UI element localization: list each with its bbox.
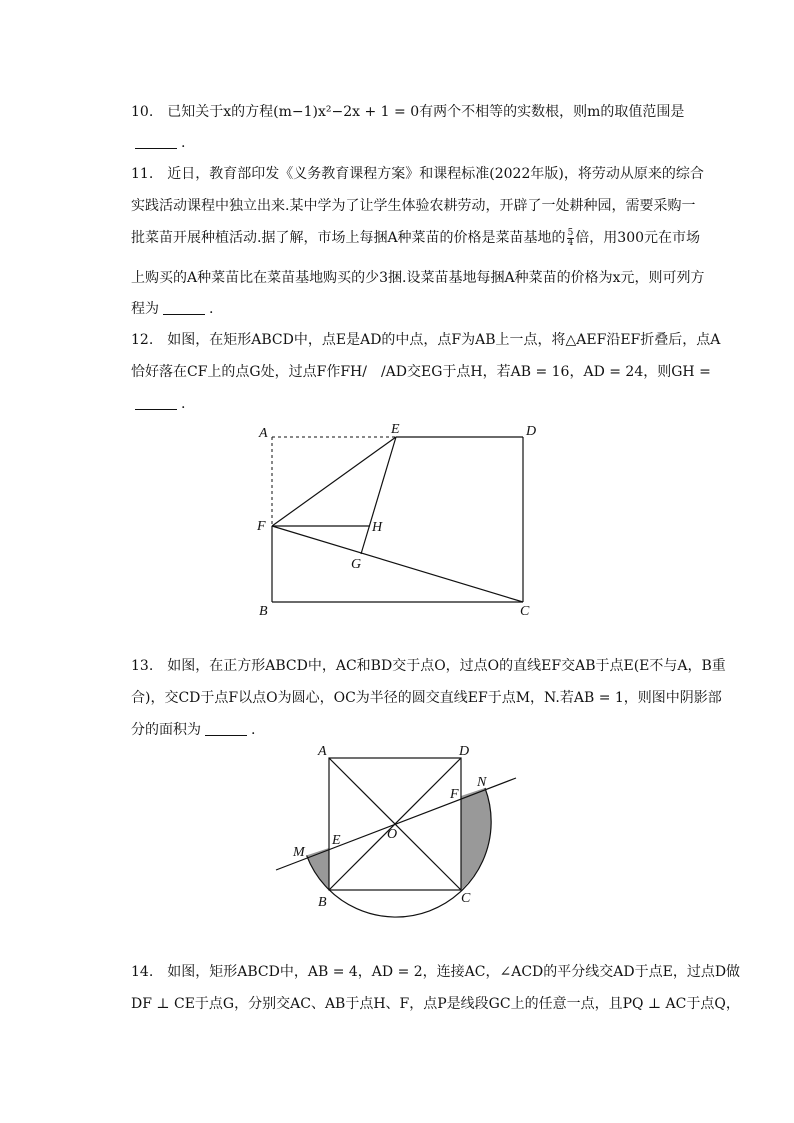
q13-line1: 13. 如图，在正方形ABCD中，AC和BD交于点O，过点O的直线EF交AB于点E(E不与A，B重 — [131, 658, 726, 674]
segment-EG — [361, 437, 396, 554]
q12-line3 — [131, 394, 701, 414]
segment-FE — [272, 437, 396, 526]
label-F: F — [450, 787, 459, 802]
q11-line3a: 批菜苗开展种植活动.据了解，市场上每捆A种菜苗的价格是菜苗基地的 — [131, 230, 566, 246]
label-O: O — [387, 827, 398, 842]
label-B: B — [318, 895, 327, 910]
q10-line1: 10. 已知关于x的方程(m−1)x²−2x + 1 = 0有两个不相等的实数根，则m的取值范围是 — [131, 104, 685, 120]
q12-period: . — [181, 396, 186, 412]
q12-figure — [250, 420, 550, 620]
answer-blank[interactable] — [135, 134, 177, 149]
q11-line3b: 倍，用300元在市场 — [575, 230, 701, 246]
label-A: A — [259, 426, 268, 441]
q11-period: . — [209, 301, 214, 317]
q12-line2: 恰好落在CF上的点G处，过点F作FH/ /AD交EG于点H，若AB = 16，AD = 24，则GH = — [131, 364, 711, 380]
answer-blank[interactable] — [135, 395, 177, 410]
fraction-numerator: 5 — [567, 227, 574, 238]
q13-period: . — [251, 722, 256, 738]
q13-figure — [268, 738, 528, 924]
label-H: H — [372, 520, 383, 535]
label-E: E — [391, 422, 400, 437]
q13-line3-text: 分的面积为 — [131, 722, 201, 738]
label-A: A — [318, 744, 327, 759]
q11-line1: 11. 近日，教育部印发《义务教育课程方案》和课程标准(2022年版)，将劳动从原来的综合 — [131, 166, 704, 182]
q14-line1: 14. 如图，矩形ABCD中，AB = 4，AD = 2，连接AC，∠ACD的平分线交AD于点E，过点D做 — [131, 964, 741, 980]
shaded-region-right — [461, 788, 491, 890]
q14-line2: DF ⊥ CE于点G，分别交AC、AB于点H、F，点P是线段GC上的任意一点，且PQ ⊥ AC于点Q， — [131, 996, 740, 1012]
label-B: B — [259, 604, 268, 619]
q11-line5 — [131, 299, 701, 319]
answer-blank[interactable] — [163, 300, 205, 315]
label-E: E — [332, 833, 341, 848]
label-G: G — [351, 557, 362, 572]
label-N: N — [477, 775, 487, 790]
q11-line3 — [131, 228, 701, 248]
fraction-denominator: 4 — [567, 237, 574, 248]
label-M: M — [293, 845, 305, 860]
q11-line4: 上购买的A种菜苗比在菜苗基地购买的少3捆.设菜苗基地每捆A种菜苗的价格为x元，则可列方 — [131, 270, 705, 286]
q10-period: . — [181, 135, 186, 151]
q12-line1: 12. 如图，在矩形ABCD中，点E是AD的中点，点F为AB上一点，将△AEF沿EF折叠后，点A — [131, 332, 721, 348]
fraction — [567, 229, 575, 248]
label-F: F — [257, 519, 266, 534]
q11-line2: 实践活动课程中独立出来.某中学为了让学生体验农耕劳动，开辟了一处耕种园，需要采购一 — [131, 198, 696, 214]
label-C: C — [461, 891, 471, 906]
label-D: D — [459, 744, 470, 759]
label-C: C — [520, 604, 530, 619]
q10-line2 — [131, 133, 701, 153]
label-D: D — [526, 424, 537, 439]
q13-line2: 合)，交CD于点F以点O为圆心，OC为半径的圆交直线EF于点M，N.若AB = 1，则图中阴影部 — [131, 690, 722, 706]
q13-line3 — [131, 720, 701, 740]
answer-blank[interactable] — [205, 721, 247, 736]
q11-line5-text: 程为 — [131, 301, 159, 317]
segment-FC — [272, 526, 523, 602]
